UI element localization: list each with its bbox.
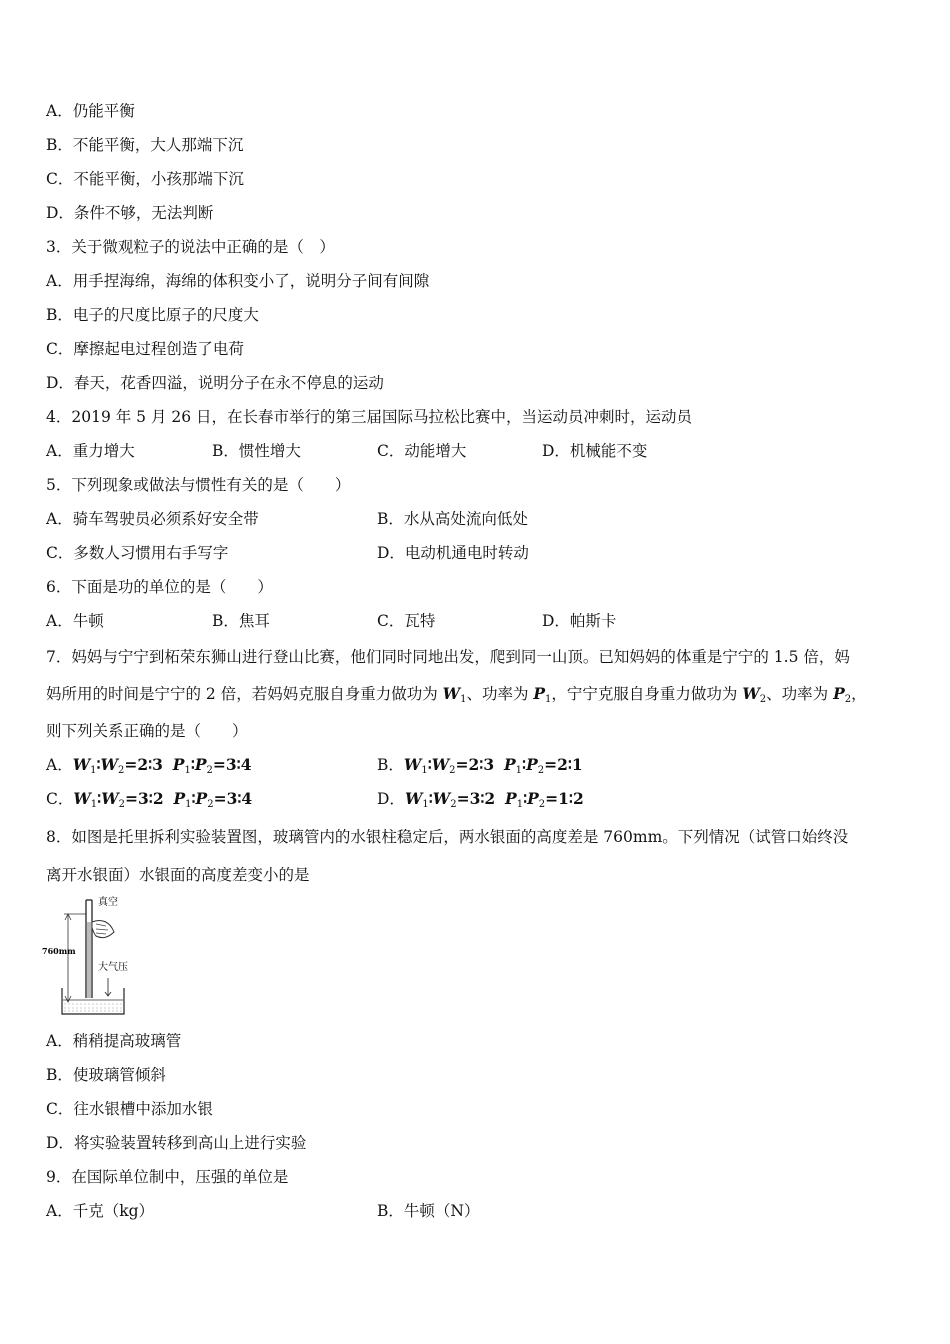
q6-option-d: D．帕斯卡	[542, 612, 617, 630]
q7-option-c: C．$W_1∶W_2=3∶2$ $P_1∶P_2=3∶4$	[46, 789, 253, 810]
q3-stem: 3．关于微观粒子的说法中正确的是（ ）	[46, 238, 335, 256]
q3-option-b: B．电子的尺度比原子的尺度大	[46, 306, 259, 324]
q7-stem-line3: 则下列关系正确的是（ ）	[46, 722, 248, 740]
vacuum-label: 真空	[98, 897, 118, 908]
q6-option-a: A．牛顿	[46, 612, 104, 630]
q2-option-c: C．不能平衡，小孩那端下沉	[46, 170, 244, 188]
q6-stem: 6．下面是功的单位的是（ ）	[46, 578, 273, 596]
q4-option-b: B．惯性增大	[212, 442, 301, 460]
q7-stem-line2: 妈所用的时间是宁宁的 2 倍，若妈妈克服自身重力做功为 $W_1$、功率为 $P_1$，宁宁克服自身重力做功为 $W_2$、功率为 $P_2$，	[46, 684, 867, 705]
q8-option-d: D．将实验装置转移到高山上进行实验	[46, 1134, 307, 1152]
q5-option-c: C．多数人习惯用右手写字	[46, 544, 229, 562]
q4-option-a: A．重力增大	[46, 442, 135, 460]
q5-option-a: A．骑车驾驶员必须系好安全带	[46, 510, 259, 528]
q8-option-c: C．往水银槽中添加水银	[46, 1100, 213, 1118]
torricelli-apparatus-figure	[40, 892, 140, 1018]
q2-option-a: A．仍能平衡	[46, 102, 135, 120]
q7-option-d: D．$W_1∶W_2=3∶2$ $P_1∶P_2=1∶2$	[377, 789, 584, 810]
q6-option-b: B．焦耳	[212, 612, 270, 630]
q5-stem: 5．下列现象或做法与惯性有关的是（ ）	[46, 476, 351, 494]
q5-option-b: B．水从高处流向低处	[377, 510, 528, 528]
height-label: 760mm	[42, 946, 76, 956]
q3-option-c: C．摩擦起电过程创造了电荷	[46, 340, 244, 358]
q9-option-b: B．牛顿（N）	[377, 1202, 480, 1220]
q8-option-a: A．稍稍提高玻璃管	[46, 1032, 182, 1050]
q6-option-c: C．瓦特	[377, 612, 436, 630]
q8-stem-line1: 8．如图是托里拆利实验装置图，玻璃管内的水银柱稳定后，两水银面的高度差是 760mm。下列情况（试管口始终没	[46, 828, 849, 846]
q4-option-d: D．机械能不变	[542, 442, 648, 460]
q3-option-a: A．用手捏海绵，海绵的体积变小了，说明分子间有间隙	[46, 272, 430, 290]
q7-option-a: A．$W_1∶W_2=2∶3$ $P_1∶P_2=3∶4$	[46, 755, 252, 776]
q9-option-a: A．千克（kg）	[46, 1202, 155, 1220]
q8-stem-line2: 离开水银面）水银面的高度差变小的是	[46, 866, 310, 884]
q2-option-b: B．不能平衡，大人那端下沉	[46, 136, 244, 154]
q7-option-b: B．$W_1∶W_2=2∶3$ $P_1∶P_2=2∶1$	[377, 755, 583, 776]
q8-option-b: B．使玻璃管倾斜	[46, 1066, 166, 1084]
q2-option-d: D．条件不够，无法判断	[46, 204, 214, 222]
q4-stem: 4．2019 年 5 月 26 日，在长春市举行的第三届国际马拉松比赛中，当运动员冲刺时，运动员	[46, 408, 693, 426]
atmospheric-pressure-label: 大气压	[98, 962, 128, 973]
q7-stem-line1: 7．妈妈与宁宁到柘荣东狮山进行登山比赛，他们同时同地出发，爬到同一山顶。已知妈妈的体重是宁宁的 1.5 倍，妈	[46, 648, 850, 666]
q5-option-d: D．电动机通电时转动	[377, 544, 529, 562]
q4-option-c: C．动能增大	[377, 442, 467, 460]
q3-option-d: D．春天，花香四溢，说明分子在永不停息的运动	[46, 374, 384, 392]
q9-stem: 9．在国际单位制中，压强的单位是	[46, 1168, 289, 1186]
